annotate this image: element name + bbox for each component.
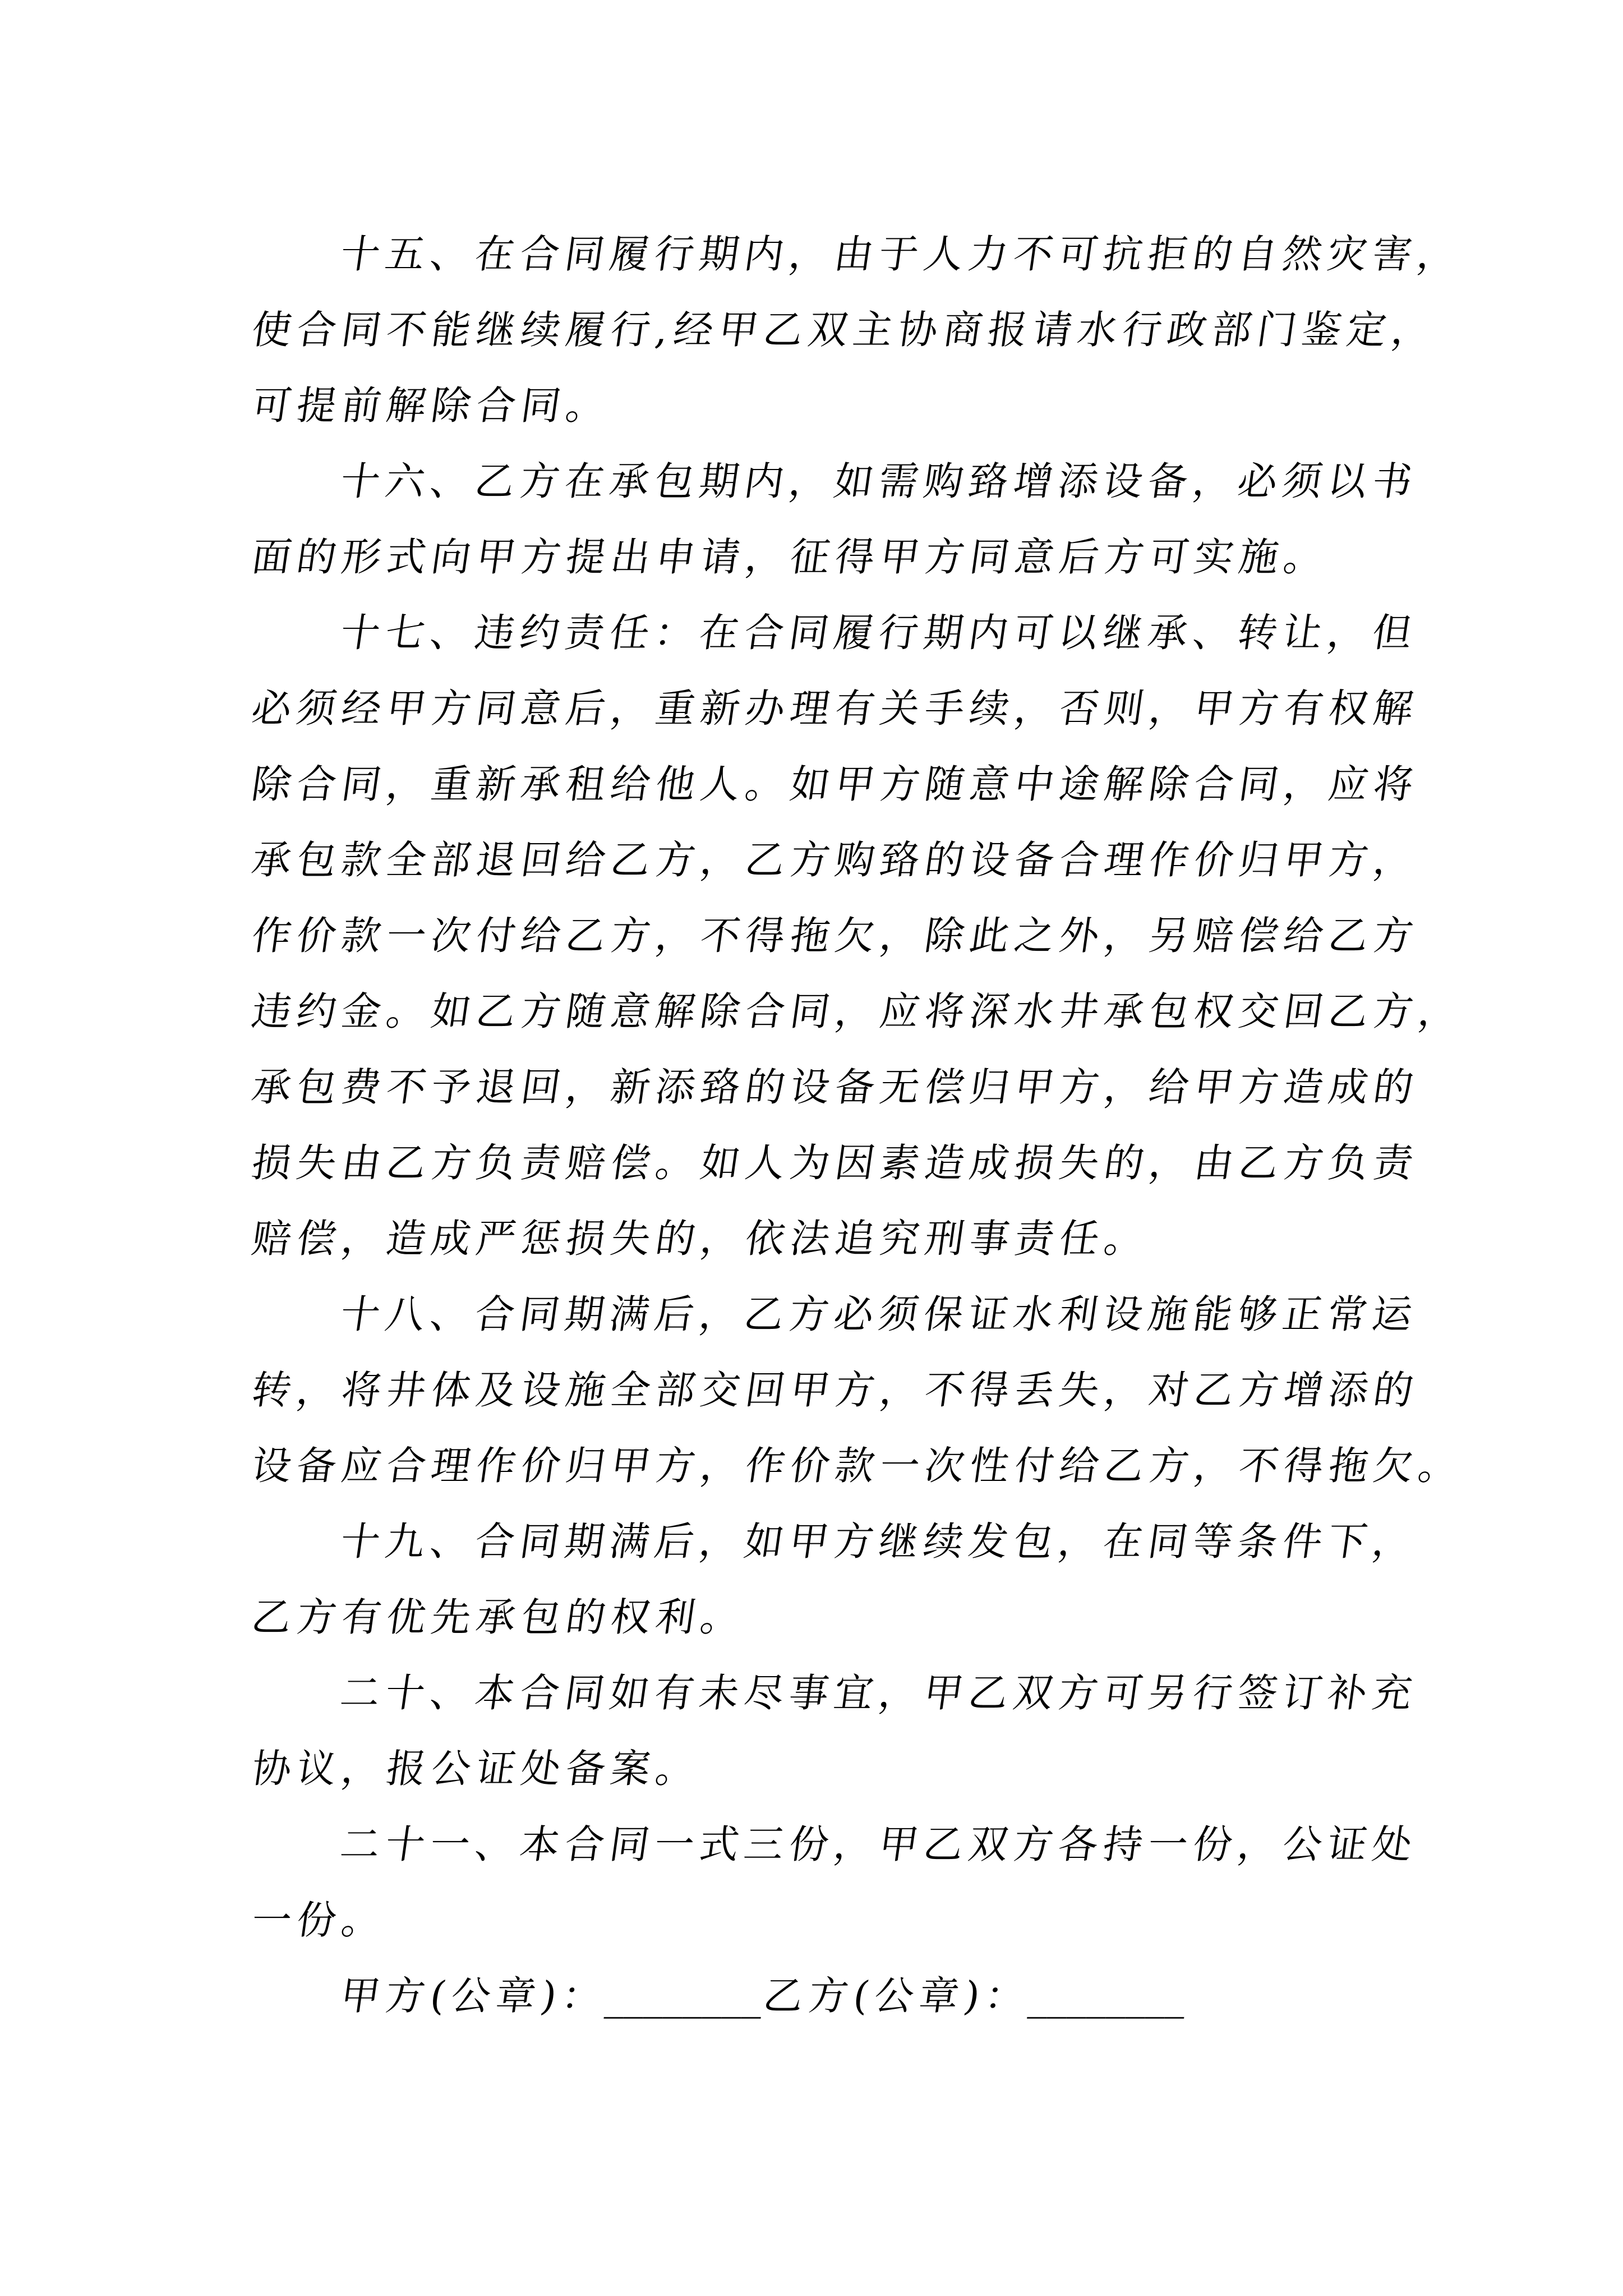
contract-text-block — [247, 217, 1469, 2034]
party-b-signature-blank: ________ — [1027, 1973, 1191, 2019]
contract-line: 二十、本合同如有未尽事宜，甲乙双方可另行签订补充 — [337, 1670, 1421, 1716]
contract-line: 转，将井体及设施全部交回甲方，不得丢失，对乙方增添的 — [248, 1367, 1422, 1413]
contract-line: 作价款一次付给乙方，不得拖欠，除此之外，另赔偿给乙方 — [248, 913, 1422, 959]
contract-line: 承包费不予退回，新添臵的设备无偿归甲方，给甲方造成的 — [248, 1064, 1422, 1110]
contract-line: 承包款全部退回给乙方，乙方购臵的设备合理作价归甲方， — [248, 837, 1422, 883]
contract-line: 十五、在合同履行期内，由于人力不可抗拒的自然灾害， — [337, 231, 1466, 277]
contract-line: 十八、合同期满后，乙方必须保证水利设施能够正常运 — [337, 1291, 1421, 1337]
contract-line: 使合同不能继续履行,经甲乙双主协商报请水行政部门鉴定， — [248, 307, 1440, 353]
contract-line: 十六、乙方在承包期内，如需购臵增添设备，必须以书 — [337, 458, 1421, 504]
signature-line — [247, 1958, 1480, 2034]
contract-line: 损失由乙方负责赔偿。如人为因素造成损失的，由乙方负责 — [248, 1140, 1422, 1186]
contract-line: 赔偿，造成严惩损失的，依法追究刑事责任。 — [248, 1216, 1153, 1262]
contract-line: 十七、违约责任：在合同履行期内可以继承、转让，但 — [337, 610, 1421, 656]
contract-line: 除合同，重新承租给他人。如甲方随意中途解除合同，应将 — [248, 761, 1422, 807]
contract-line: 乙方有优先承包的权利。 — [248, 1594, 749, 1640]
contract-line: 可提前解除合同。 — [248, 383, 615, 429]
party-a-seal-label: 甲方(公章)： — [337, 1973, 610, 2019]
contract-line: 协议，报公证处备案。 — [248, 1746, 704, 1792]
contract-line: 违约金。如乙方随意解除合同，应将深水井承包权交回乙方， — [248, 988, 1467, 1034]
contract-line: 必须经甲方同意后，重新办理有关手续，否则，甲方有权解 — [248, 685, 1422, 731]
contract-line: 一份。 — [248, 1897, 390, 1943]
contract-line: 十九、合同期满后，如甲方继续发包，在同等条件下， — [337, 1519, 1421, 1565]
contract-line: 面的形式向甲方提出申请，征得甲方同意后方可实施。 — [248, 534, 1332, 580]
contract-line: 二十一、本合同一式三份，甲乙双方各持一份，公证处 — [337, 1821, 1421, 1867]
contract-line: 设备应合理作价归甲方，作价款一次性付给乙方，不得拖欠。 — [248, 1443, 1467, 1489]
party-b-seal-label: 乙方(公章)： — [760, 1973, 1034, 2019]
party-a-signature-blank: ________ — [603, 1973, 767, 2019]
